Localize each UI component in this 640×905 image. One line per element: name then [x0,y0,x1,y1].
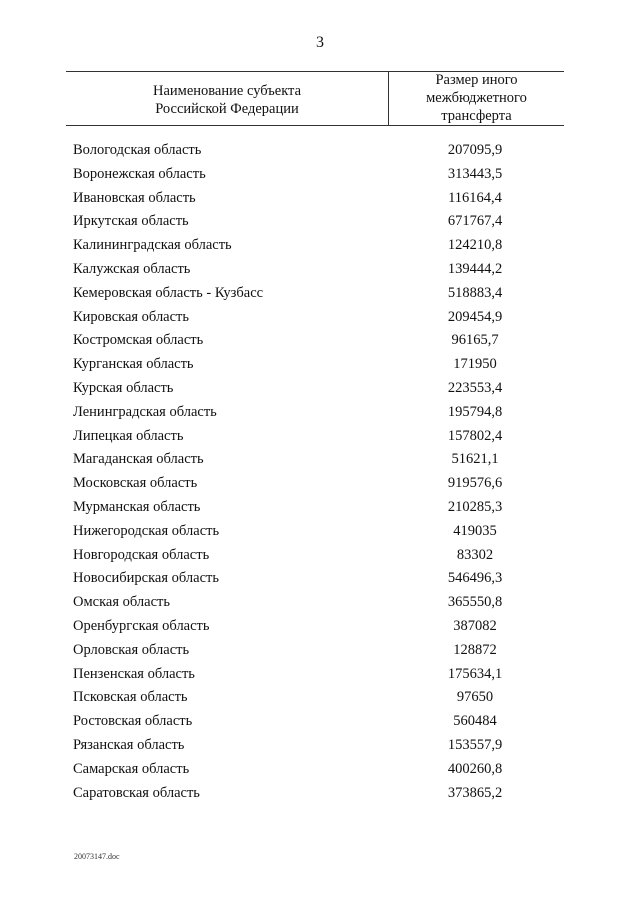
region-name: Курская область [73,379,174,396]
transfer-amount: 373865,2 [447,784,503,801]
region-name: Ленинградская область [73,403,217,420]
region-name: Пензенская область [73,665,195,682]
column-header-amount-line: межбюджетного [426,90,527,106]
table-body [0,139,640,805]
region-name: Курганская область [73,356,194,373]
region-name: Кемеровская область - Кузбасс [73,284,264,301]
region-name: Псковская область [73,689,188,706]
table-row [0,758,640,782]
region-name: Иркутская область [73,213,189,230]
table-row [0,615,640,639]
table-row [0,187,640,211]
table-row [0,639,640,663]
transfer-amount: 83302 [456,546,494,563]
table-header-bottom-rule [66,125,564,126]
transfer-amount: 919576,6 [447,475,503,492]
region-name: Омская область [73,594,170,611]
transfer-amount: 387082 [453,617,497,634]
region-name: Калининградская область [73,237,232,254]
region-name: Калужская область [73,260,191,277]
transfer-amount: 223553,4 [447,379,503,396]
table-row [0,472,640,496]
region-name: Ростовская область [73,713,193,730]
transfer-amount: 560484 [453,713,497,730]
transfer-amount: 195794,8 [447,403,503,420]
table-row [0,782,640,806]
table-row [0,425,640,449]
region-name: Оренбургская область [73,617,210,634]
column-header-region [66,82,388,118]
table-row [0,139,640,163]
table-row [0,234,640,258]
region-name: Московская область [73,475,198,492]
column-header-region-line: Наименование субъекта [152,83,302,99]
transfer-amount: 671767,4 [447,213,503,230]
region-name: Рязанская область [73,736,185,753]
transfer-amount: 518883,4 [447,284,503,301]
transfer-amount: 171950 [453,356,497,373]
transfer-amount: 153557,9 [447,736,503,753]
table-row [0,448,640,472]
transfer-amount: 128872 [453,641,497,658]
column-header-region-line: Российской Федерации [155,101,299,117]
transfer-amount: 51621,1 [451,451,499,468]
table-row [0,163,640,187]
transfer-amount: 400260,8 [447,760,503,777]
transfer-amount: 157802,4 [447,427,503,444]
region-name: Костромская область [73,332,204,349]
table-row [0,353,640,377]
table-row [0,520,640,544]
table-row [0,734,640,758]
column-header-amount-line: трансферта [441,108,512,124]
transfer-amount: 210285,3 [447,498,503,515]
region-name: Новосибирская область [73,570,219,587]
region-name: Нижегородская область [73,522,220,539]
region-name: Вологодская область [73,142,202,158]
table-row [0,210,640,234]
transfer-amount: 96165,7 [451,332,499,349]
transfer-amount: 175634,1 [447,665,503,682]
region-name: Новгородская область [73,546,210,563]
table-row [0,710,640,734]
table-row [0,282,640,306]
region-name: Орловская область [73,641,190,658]
transfer-amount: 97650 [456,689,494,706]
table-row [0,306,640,330]
transfer-amount: 207095,9 [447,142,503,158]
transfer-amount: 116164,4 [448,189,502,206]
transfer-amount: 313443,5 [447,165,503,182]
region-name: Ивановская область [73,189,196,206]
region-name: Саратовская область [73,784,200,801]
table-row [0,686,640,710]
table-row [0,258,640,282]
table-row [0,496,640,520]
transfer-amount: 209454,9 [447,308,503,325]
document-footer-code: 20073147.doc [74,852,120,861]
table-row [0,567,640,591]
region-name: Магаданская область [73,451,204,468]
transfer-amount: 419035 [453,522,497,539]
region-name: Липецкая область [73,427,184,444]
region-name: Мурманская область [73,498,201,515]
region-name: Самарская область [73,760,190,777]
transfer-amount: 365550,8 [447,594,503,611]
table-row [0,544,640,568]
table-row [0,591,640,615]
region-name: Воронежская область [73,165,206,182]
table-row [0,377,640,401]
transfer-amount: 124210,8 [447,237,503,254]
region-name: Кировская область [73,308,190,325]
column-header-transfer-amount [389,71,564,125]
table-row [0,663,640,687]
column-header-amount-line: Размер иного [435,72,518,88]
table-row [0,401,640,425]
table-row [0,329,640,353]
page-number: 3 [316,34,324,51]
transfer-amount: 139444,2 [447,260,503,277]
transfer-amount: 546496,3 [447,570,503,587]
